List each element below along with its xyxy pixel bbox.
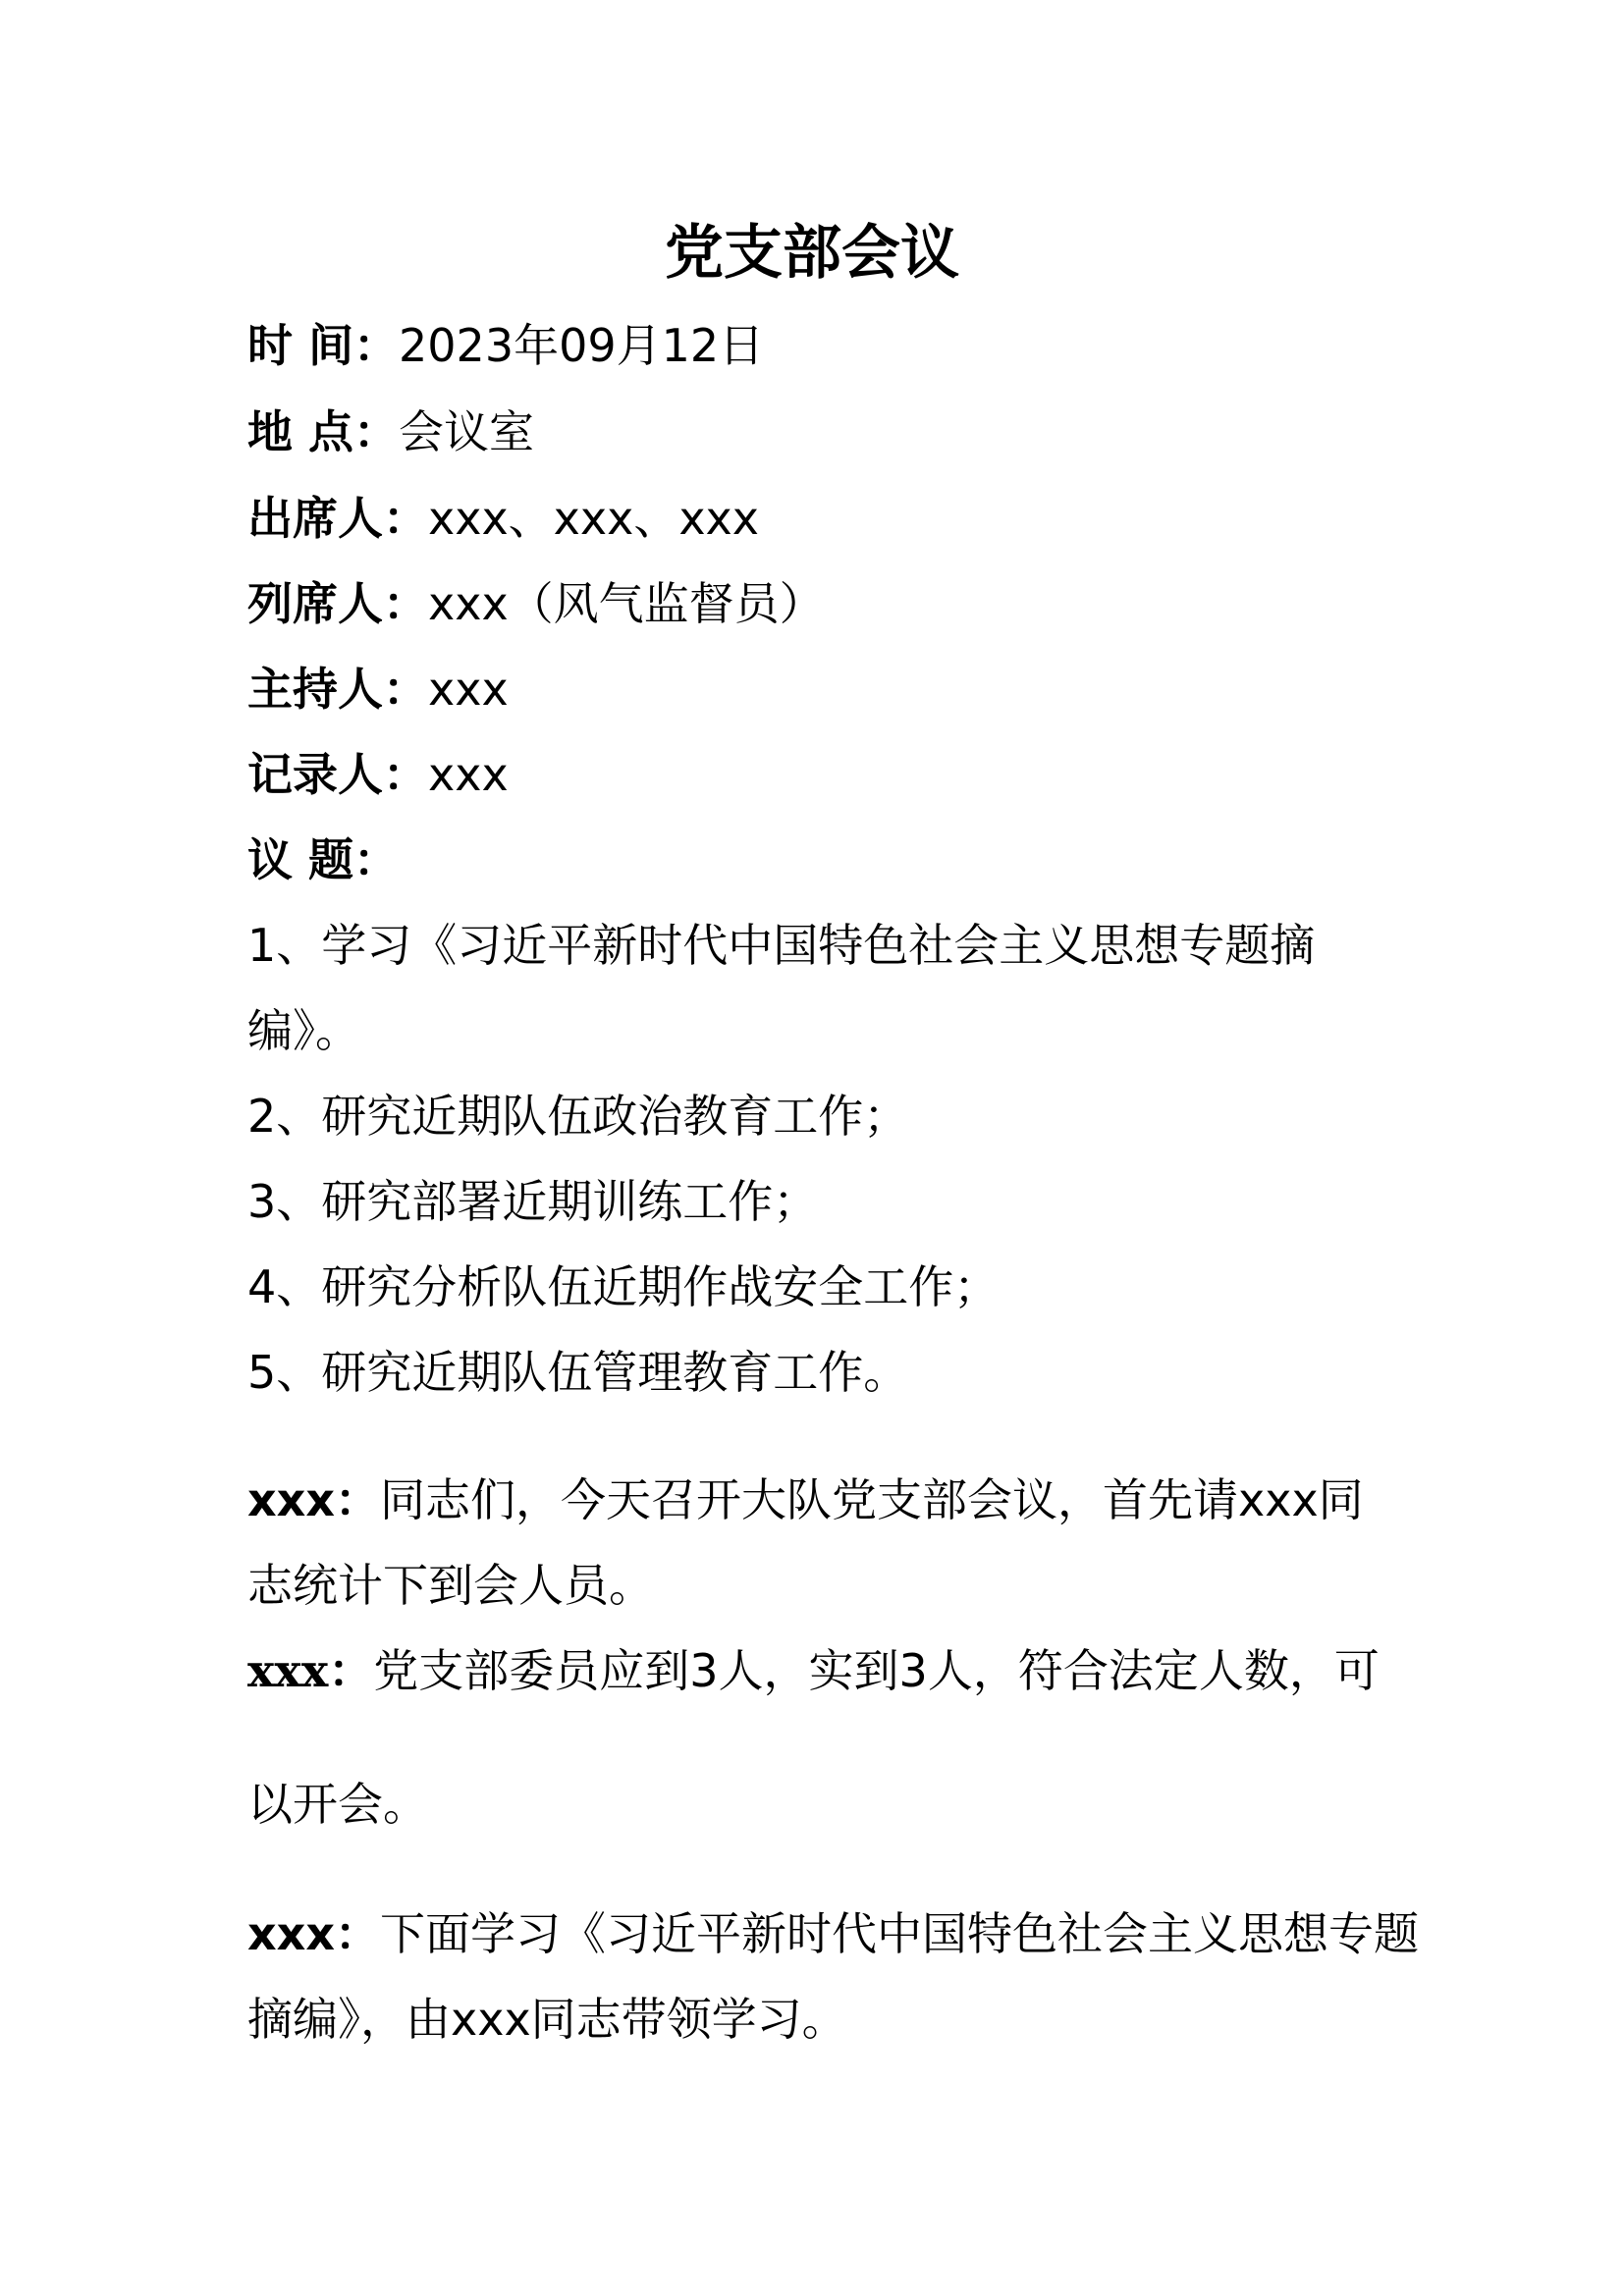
observers-label: 列席人： <box>247 577 428 630</box>
minutes-text-continued: 志统计下到会人员。 <box>247 1559 654 1612</box>
attendees-row <box>247 489 1386 548</box>
agenda-label: 议 题： <box>247 833 400 886</box>
time-row <box>247 316 1386 375</box>
speaker-label: xxx： <box>247 1644 374 1697</box>
speaker-label: xxx： <box>247 1473 381 1526</box>
observers-value: xxx（风气监督员） <box>428 577 825 630</box>
time-value: 2023年09月12日 <box>399 319 765 372</box>
minutes-text-continued: 以开会。 <box>247 1778 428 1831</box>
attendees-value: xxx、xxx、xxx <box>428 492 760 545</box>
agenda-item: 2、研究近期队伍政治教育工作； <box>247 1090 909 1143</box>
host-value: xxx <box>428 663 509 716</box>
recorder-row <box>247 745 1386 804</box>
minutes-text: 下面学习《习近平新时代中国特色社会主义思想专题 <box>380 1907 1420 1960</box>
page-title: 党支部会议 <box>665 219 959 288</box>
minutes-entry <box>247 1904 1420 1963</box>
host-row <box>247 660 1386 719</box>
agenda-item: 5、研究近期队伍管理教育工作。 <box>247 1346 909 1399</box>
time-label: 时 间： <box>247 319 400 372</box>
agenda-heading <box>247 830 1386 889</box>
recorder-value: xxx <box>428 748 509 801</box>
observers-row <box>247 574 1386 633</box>
minutes-text: 党支部委员应到3人，实到3人，符合法定人数，可 <box>373 1644 1380 1697</box>
minutes-entry <box>247 1641 1386 1700</box>
place-row <box>247 402 1386 461</box>
attendees-label: 出席人： <box>247 492 428 545</box>
recorder-label: 记录人： <box>247 748 428 801</box>
minutes-text-continued: 摘编》，由xxx同志带领学习。 <box>247 1993 847 2046</box>
agenda-item: 1、学习《习近平新时代中国特色社会主义思想专题摘 <box>247 919 1316 972</box>
agenda-item-continued: 编》。 <box>247 1004 360 1057</box>
minutes-text: 同志们，今天召开大队党支部会议，首先请xxx同 <box>380 1473 1364 1526</box>
agenda-item: 4、研究分析队伍近期作战安全工作； <box>247 1260 1000 1313</box>
place-value: 会议室 <box>399 405 535 458</box>
host-label: 主持人： <box>247 663 428 716</box>
place-label: 地 点： <box>247 405 400 458</box>
minutes-entry <box>247 1470 1386 1529</box>
agenda-item: 3、研究部署近期训练工作； <box>247 1175 819 1228</box>
speaker-label: xxx： <box>247 1907 381 1960</box>
